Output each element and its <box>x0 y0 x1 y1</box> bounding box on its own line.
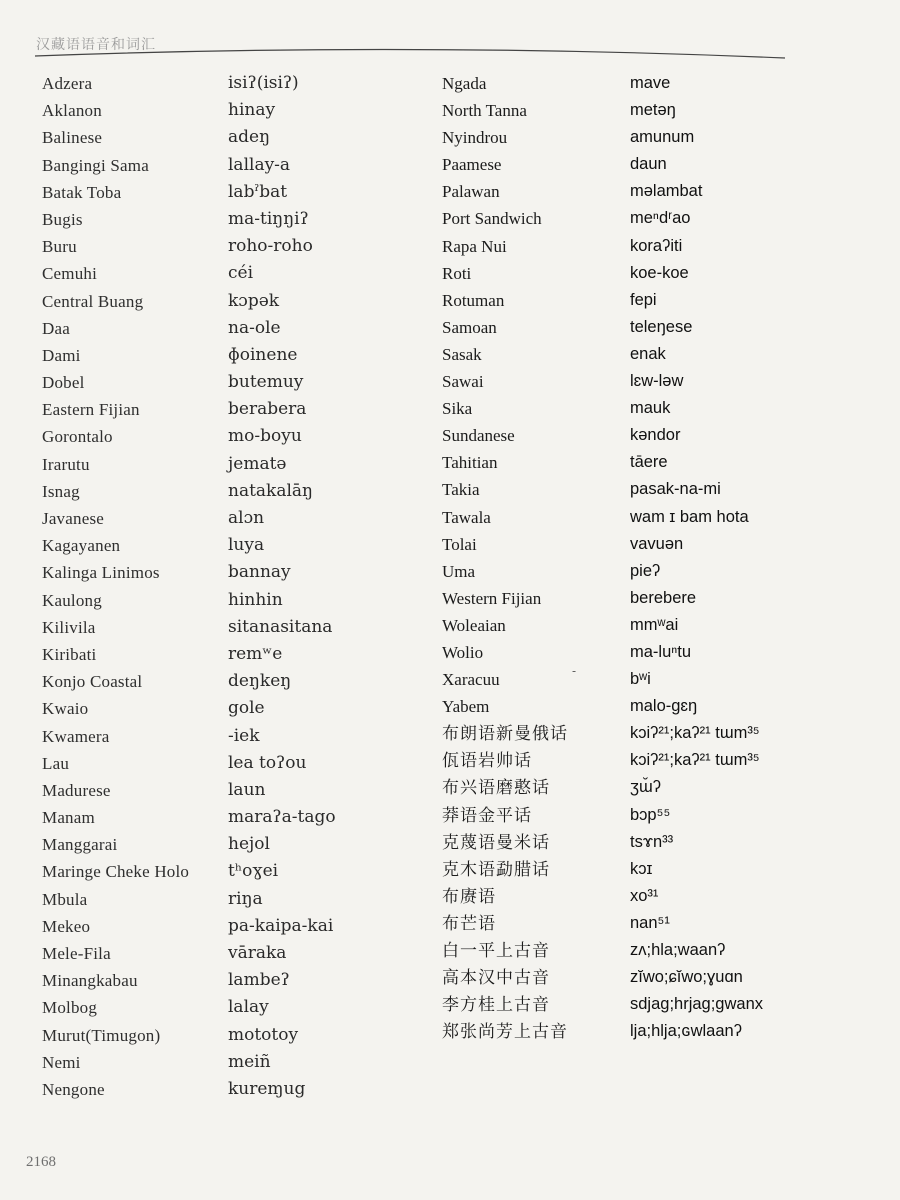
language-name: Isnag <box>42 481 80 501</box>
word-form: lɛw-ləw <box>630 372 684 391</box>
word-form: meiñ <box>228 1051 271 1072</box>
word-form: fepi <box>630 290 657 309</box>
language-name: Dobel <box>42 373 85 393</box>
language-name: 布芒语 <box>442 913 496 933</box>
word-form: mave <box>630 74 671 92</box>
word-form: lambeʔ <box>228 970 290 991</box>
language-name: Mekeo <box>42 916 91 936</box>
word-form: nan⁵¹ <box>630 913 670 932</box>
word-form: ɸoinene <box>228 344 298 365</box>
language-name: 李方桂上古音 <box>442 995 550 1015</box>
language-name: Kilivila <box>42 617 96 637</box>
language-name: Wolio <box>442 642 484 662</box>
page-number: 2168 <box>26 1154 56 1170</box>
language-name: Tolai <box>442 534 477 554</box>
word-form: metəŋ <box>630 101 676 120</box>
language-name: Woleaian <box>442 615 506 635</box>
left-word-column <box>228 70 428 1103</box>
language-name: Ngada <box>442 74 487 93</box>
running-header: 汉藏语语音和词汇 <box>36 37 156 53</box>
word-form: kɔɪ <box>630 859 653 878</box>
language-name: 布赓语 <box>442 886 496 906</box>
word-form: natakalāŋ <box>228 480 314 501</box>
word-form: kɔiʔ²¹;kaʔ²¹ tɯm³⁵ <box>630 724 760 743</box>
stray-mark: - <box>572 664 577 678</box>
word-form: hinhin <box>228 589 283 610</box>
word-form: bɔp⁵⁵ <box>630 805 671 824</box>
word-form: sitanasitana <box>228 616 333 637</box>
language-name: Roti <box>442 263 472 283</box>
language-name: 克木语勐腊话 <box>442 859 550 879</box>
word-form: adeŋ <box>228 127 271 148</box>
word-form: isiʔ(isiʔ) <box>228 73 299 93</box>
word-form: kureɱug <box>228 1078 306 1099</box>
language-name: Cemuhi <box>42 264 98 284</box>
word-form: bʷi <box>630 670 651 689</box>
word-form: lalay <box>228 997 269 1018</box>
language-name: Nengone <box>42 1079 105 1099</box>
word-form: meⁿdʳao <box>630 209 691 228</box>
language-name: Kagayanen <box>42 536 121 556</box>
language-name: Uma <box>442 561 476 581</box>
word-form: labˀbat <box>228 181 288 202</box>
language-name: Madurese <box>42 780 111 800</box>
word-form: mo-boyu <box>228 426 302 447</box>
word-form: deŋkeŋ <box>228 671 292 692</box>
word-form: məlambat <box>630 182 703 201</box>
language-name: Rapa Nui <box>442 236 507 256</box>
language-name: Balinese <box>42 128 103 148</box>
word-form: xo³¹ <box>630 886 659 905</box>
language-name: North Tanna <box>442 101 527 121</box>
word-form: mmʷai <box>630 615 679 634</box>
language-name: Nyindrou <box>442 128 508 148</box>
language-name: Daa <box>42 318 70 338</box>
word-form: maraʔa-tago <box>228 807 336 828</box>
word-form: gole <box>228 698 265 719</box>
word-form: mototoy <box>228 1024 299 1045</box>
language-name: Sawai <box>442 372 484 392</box>
language-name: 莽语金平话 <box>442 805 532 825</box>
language-name: Yabem <box>442 697 490 717</box>
language-name: Mele-Fila <box>42 944 111 963</box>
language-name: 郑张尚芳上古音 <box>442 1022 568 1042</box>
word-form: vāraka <box>228 943 287 963</box>
language-name: Lau <box>42 753 70 773</box>
language-name: 高本汉中古音 <box>442 968 550 988</box>
word-form: riŋa <box>228 888 263 909</box>
language-name: Kiribati <box>42 644 97 664</box>
header-rule <box>30 36 790 66</box>
language-name: Kwaio <box>42 699 89 719</box>
language-name: Molbog <box>42 998 98 1018</box>
language-name: Manam <box>42 808 95 828</box>
word-form: amunum <box>630 128 695 147</box>
language-name: Port Sandwich <box>442 209 542 229</box>
language-name: Paamese <box>442 155 502 175</box>
right-language-column <box>442 70 632 1045</box>
word-form: luya <box>228 535 265 556</box>
language-name: Konjo Coastal <box>42 672 143 692</box>
word-form: butemuy <box>228 372 304 393</box>
word-form: kɔiʔ²¹;kaʔ²¹ tɯm³⁵ <box>630 751 760 770</box>
language-name: Aklanon <box>42 101 102 121</box>
language-name: Kwamera <box>42 726 110 746</box>
language-name: Xaracuu <box>442 670 500 690</box>
word-form: jematə <box>228 453 287 474</box>
language-name: Sika <box>442 399 473 419</box>
language-name: 布朗语新曼俄话 <box>442 724 568 744</box>
language-name: Sasak <box>442 344 482 364</box>
language-name: Murut(Timugon) <box>42 1025 161 1045</box>
word-form: tʰoɣei <box>228 861 279 882</box>
language-name: 布兴语磨憨话 <box>442 778 550 798</box>
word-form: ʒɯ̆ʔ <box>630 778 661 797</box>
language-name: Tawala <box>442 507 491 527</box>
word-form: roho-roho <box>228 236 313 257</box>
language-name: Kaulong <box>42 590 102 610</box>
language-name: Dami <box>42 345 81 365</box>
language-name: Minangkabau <box>42 971 138 991</box>
word-form: ma-luⁿtu <box>630 642 692 661</box>
word-form: mauk <box>630 399 671 418</box>
language-name: Mbula <box>42 889 88 909</box>
language-name: Eastern Fijian <box>42 400 140 420</box>
word-form: zʌ;hla;waanʔ <box>630 941 726 959</box>
word-form: pieʔ <box>630 561 661 580</box>
language-name: Gorontalo <box>42 427 113 447</box>
word-form: na-ole <box>228 317 281 338</box>
language-name: Manggarai <box>42 835 118 855</box>
word-form: kɔpək <box>228 290 280 311</box>
word-form: tsɤn³³ <box>630 832 674 851</box>
word-form: hinay <box>228 100 276 121</box>
word-form: malo-gɛŋ <box>630 697 698 716</box>
word-form: laun <box>228 779 266 800</box>
word-form: lallay-a <box>228 154 291 175</box>
language-name: Western Fijian <box>442 588 542 608</box>
left-language-column <box>42 70 232 1103</box>
language-name: Javanese <box>42 509 105 528</box>
language-name: Bugis <box>42 209 83 229</box>
word-form: enak <box>630 344 666 363</box>
right-word-column <box>630 70 880 1045</box>
language-name: Samoan <box>442 317 497 337</box>
word-form: wam ɪ bam hota <box>630 507 749 526</box>
word-form: ma-tiŋŋiʔ <box>228 208 309 229</box>
language-name: Irarutu <box>42 454 90 474</box>
word-form: teleŋese <box>630 317 693 336</box>
language-name: Takia <box>442 480 480 500</box>
language-name: Buru <box>42 237 77 257</box>
language-name: Palawan <box>442 182 500 202</box>
language-name: Kalinga Linimos <box>42 563 160 583</box>
word-form: zĭwo;ɕĭwo;ɣuɑn <box>630 968 743 987</box>
word-form: koe-koe <box>630 263 689 282</box>
word-form: bannay <box>228 562 291 583</box>
language-name: Bangingi Sama <box>42 155 149 175</box>
language-name: Maringe Cheke Holo <box>42 862 190 882</box>
language-name: Batak Toba <box>42 182 122 202</box>
word-form: sdjag;hrjag;gwanx <box>630 995 763 1014</box>
word-form: lja;hlja;ɢwlaanʔ <box>630 1022 742 1041</box>
word-form: kəndor <box>630 426 681 445</box>
word-form: pa-kaipa-kai <box>228 915 334 936</box>
word-form: -iek <box>228 725 260 746</box>
word-form: koraʔiti <box>630 236 683 255</box>
language-name: Adzera <box>42 74 93 93</box>
word-form: lea toʔou <box>228 752 307 773</box>
word-form: pasak-na-mi <box>630 480 721 499</box>
language-name: Central Buang <box>42 291 144 311</box>
language-name: 佤语岩帅话 <box>442 751 532 771</box>
language-name: Sundanese <box>442 426 515 446</box>
language-name: Nemi <box>42 1052 81 1072</box>
word-form: hejol <box>228 834 270 855</box>
word-form: tāere <box>630 453 668 472</box>
word-form: céi <box>228 263 254 284</box>
word-form: daun <box>630 155 667 174</box>
word-form: berebere <box>630 588 697 607</box>
language-name: 克蔑语曼米话 <box>442 832 550 852</box>
word-form: remʷe <box>228 643 283 664</box>
language-name: 白一平上古音 <box>442 941 550 960</box>
language-name: Rotuman <box>442 290 505 310</box>
word-form: alɔn <box>228 508 265 528</box>
word-form: vavuən <box>630 534 684 553</box>
word-form: berabera <box>228 399 307 420</box>
language-name: Tahitian <box>442 453 498 473</box>
